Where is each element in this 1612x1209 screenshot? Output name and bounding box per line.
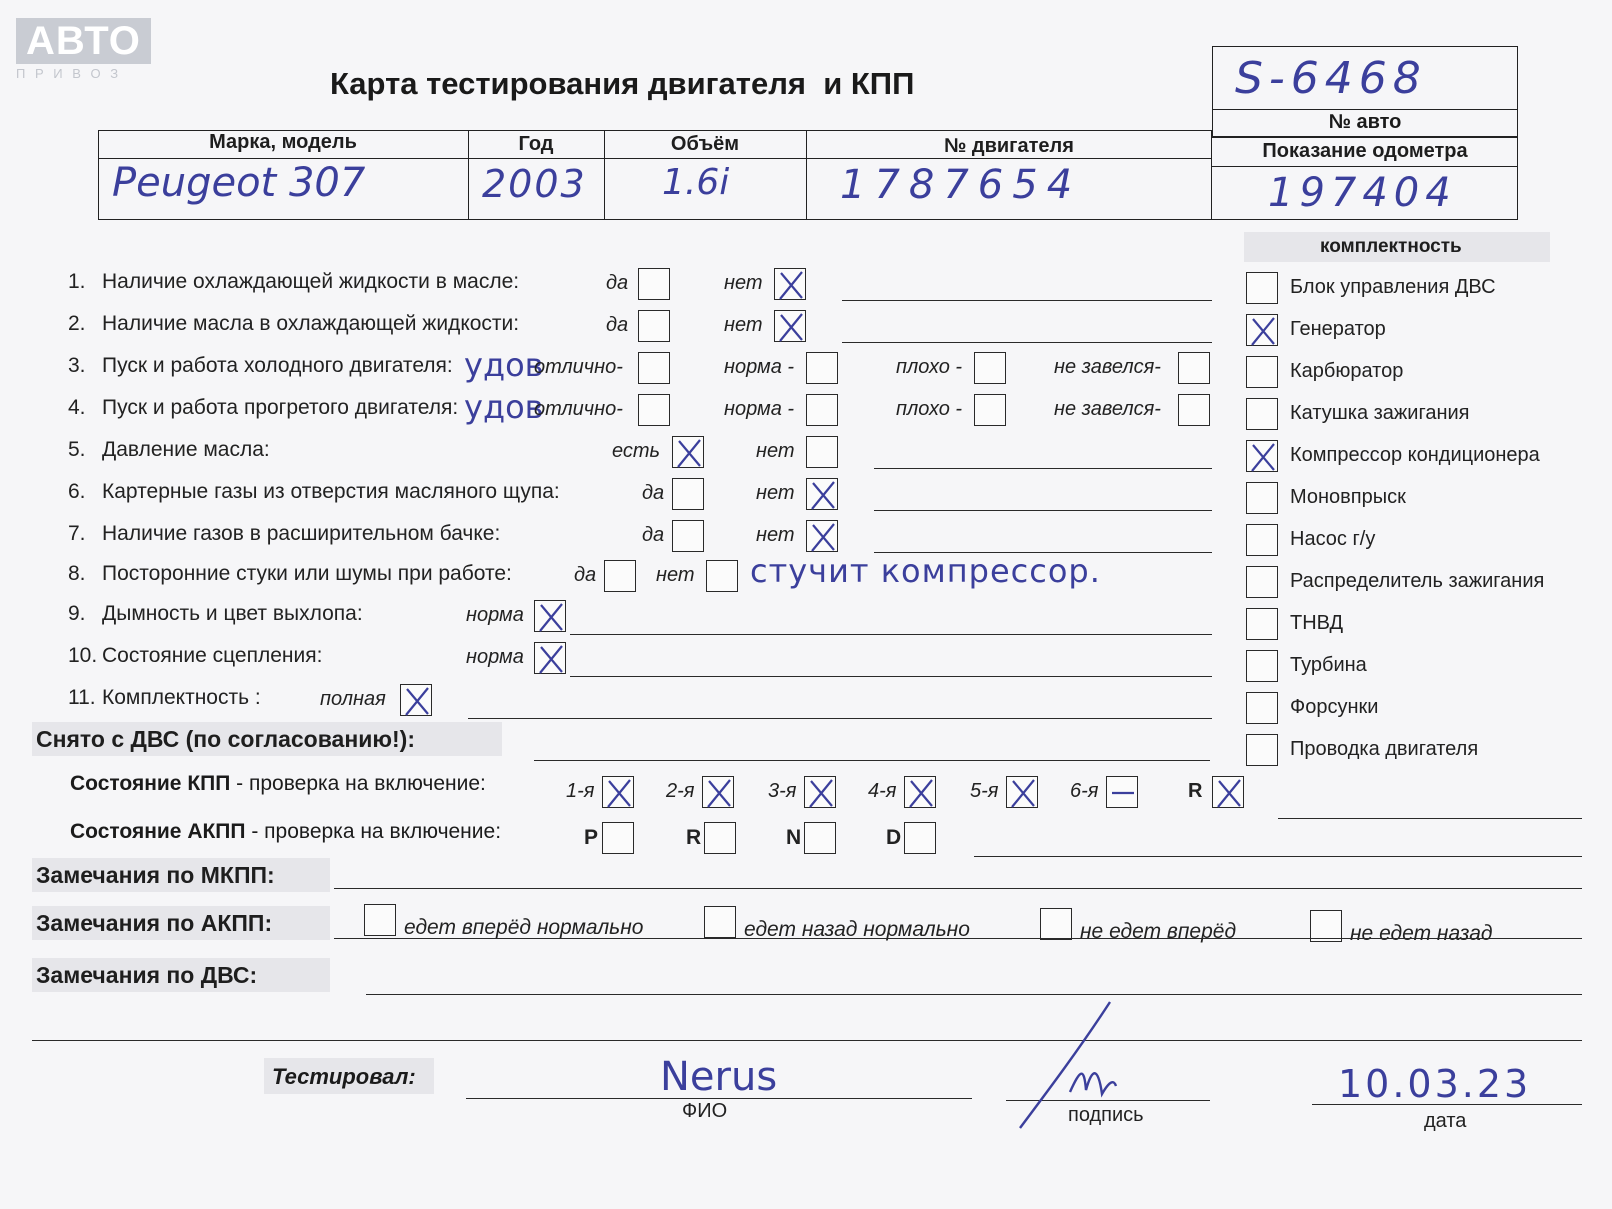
handwritten-note: стучит компрессор. xyxy=(750,552,1101,590)
kit-item-label: Катушка зажигания xyxy=(1290,402,1470,424)
answer-checkbox[interactable] xyxy=(534,642,566,674)
option-label: полная xyxy=(320,688,386,710)
gear-label: 3-я xyxy=(768,780,797,802)
question-number: 10. xyxy=(68,644,98,667)
question-text: Пуск и работа прогретого двигателя: xyxy=(102,396,459,419)
answer-no-checkbox[interactable] xyxy=(774,310,806,342)
answer-no-checkbox[interactable] xyxy=(706,560,738,592)
answer-yes-checkbox[interactable] xyxy=(672,478,704,510)
col-year: Год xyxy=(518,133,554,155)
kit-item-label: Компрессор кондиционера xyxy=(1290,444,1540,466)
akpp-remark-label: едет вперёд нормально xyxy=(404,916,644,939)
option-label: отлично- xyxy=(534,398,623,420)
date-label: дата xyxy=(1424,1110,1467,1132)
question-number: 8. xyxy=(68,562,86,585)
value-model: Peugeot 307 xyxy=(112,160,366,206)
option-label: не завелся- xyxy=(1054,356,1161,378)
question-text: Наличие газов в расширительном бачке: xyxy=(102,522,501,545)
answer-checkbox[interactable] xyxy=(638,394,670,426)
akpp-remark-checkbox[interactable] xyxy=(704,906,736,938)
kit-item-checkbox[interactable] xyxy=(1246,398,1278,430)
remarks-akpp-label: Замечания по АКПП: xyxy=(36,910,273,936)
col-model: Марка, модель xyxy=(209,131,357,153)
option-label: нет xyxy=(724,272,763,294)
answer-yes-checkbox[interactable] xyxy=(638,310,670,342)
kit-item-checkbox[interactable] xyxy=(1246,650,1278,682)
gear-checkbox[interactable] xyxy=(702,776,734,808)
option-label: не завелся- xyxy=(1054,398,1161,420)
removed-label: Снято с ДВС (по согласованию!): xyxy=(36,726,415,752)
question-number: 9. xyxy=(68,602,86,625)
kit-item-label: Распределитель зажигания xyxy=(1290,570,1545,592)
gear-checkbox[interactable] xyxy=(804,776,836,808)
akpp-remark-label: едет назад нормально xyxy=(744,918,970,941)
option-label: нет xyxy=(656,564,695,586)
option-label: да xyxy=(606,314,629,336)
akpp-remark-label: не едет назад xyxy=(1350,922,1493,945)
option-label: норма xyxy=(466,604,524,626)
gear-checkbox[interactable] xyxy=(904,776,936,808)
sign-label: подпись xyxy=(1068,1104,1144,1126)
gear-checkbox[interactable] xyxy=(1106,776,1138,808)
value-volume: 1.6i xyxy=(662,162,730,203)
kit-item-label: Турбина xyxy=(1290,654,1367,676)
akpp-remark-checkbox[interactable] xyxy=(1040,908,1072,940)
question-text: Пуск и работа холодного двигателя: xyxy=(102,354,453,377)
answer-checkbox[interactable] xyxy=(806,394,838,426)
akpp-remark-label: не едет вперёд xyxy=(1080,920,1237,943)
gear-label: 6-я xyxy=(1070,780,1099,802)
kit-item-checkbox[interactable] xyxy=(1246,356,1278,388)
question-text: Состояние сцепления: xyxy=(102,644,323,667)
col-volume: Объём xyxy=(670,133,740,155)
kit-item-label: ТНВД xyxy=(1290,612,1344,634)
akpp-label xyxy=(70,820,501,844)
kit-item-label: Карбюратор xyxy=(1290,360,1404,382)
kit-item-checkbox[interactable] xyxy=(1246,734,1278,766)
option-label: да xyxy=(642,524,665,546)
kit-item-label: Форсунки xyxy=(1290,696,1379,718)
kit-item-checkbox[interactable] xyxy=(1246,482,1278,514)
kit-item-checkbox[interactable] xyxy=(1246,608,1278,640)
date-value: 10.03.23 xyxy=(1338,1062,1532,1106)
kpp-label xyxy=(70,772,486,796)
answer-checkbox[interactable] xyxy=(974,394,1006,426)
answer-checkbox[interactable] xyxy=(534,600,566,632)
value-year: 2003 xyxy=(482,162,587,206)
akpp-mode-checkbox[interactable] xyxy=(704,822,736,854)
akpp-mode-label: D xyxy=(886,826,902,849)
option-label: да xyxy=(606,272,629,294)
answer-yes-checkbox[interactable] xyxy=(604,560,636,592)
value-odometer: 197404 xyxy=(1268,170,1457,216)
car-number-label: № авто xyxy=(1328,111,1402,133)
answer-no-checkbox[interactable] xyxy=(806,520,838,552)
kit-item-label: Насос г/у xyxy=(1290,528,1376,550)
question-number: 11. xyxy=(68,686,96,709)
kit-item-checkbox[interactable] xyxy=(1246,692,1278,724)
kit-item-checkbox[interactable] xyxy=(1246,524,1278,556)
question-number: 3. xyxy=(68,354,86,377)
kit-item-label: Блок управления ДВС xyxy=(1290,276,1496,298)
car-number-value: S-6468 xyxy=(1235,53,1427,104)
logo xyxy=(16,18,151,81)
car-number-box xyxy=(1212,46,1518,138)
value-engine-no: 1787654 xyxy=(840,162,1082,208)
akpp-mode-checkbox[interactable] xyxy=(602,822,634,854)
gear-checkbox[interactable] xyxy=(1006,776,1038,808)
question-number: 4. xyxy=(68,396,86,419)
kit-item-checkbox[interactable] xyxy=(1246,272,1278,304)
page-title: Карта тестирования двигателя и КПП xyxy=(330,66,915,101)
question-text: Комплектность : xyxy=(102,686,261,709)
gear-label: 4-я xyxy=(868,780,897,802)
option-label: норма - xyxy=(724,398,795,420)
option-label: плохо - xyxy=(896,398,963,420)
col-engine-no: № двигателя xyxy=(944,135,1074,157)
option-label: норма - xyxy=(724,356,795,378)
option-label: плохо - xyxy=(896,356,963,378)
handwritten-note: удов xyxy=(464,388,544,426)
tester-name: Nerus xyxy=(660,1054,778,1100)
akpp-mode-label: R xyxy=(686,826,702,849)
akpp-label-rest: - проверка на включение: xyxy=(245,820,502,843)
answer-checkbox[interactable] xyxy=(806,352,838,384)
question-text: Посторонние стуки или шумы при работе: xyxy=(102,562,512,585)
answer-yes-checkbox[interactable] xyxy=(672,436,704,468)
question-text: Картерные газы из отверстия масляного щупа: xyxy=(102,480,560,503)
gear-label: R xyxy=(1188,780,1203,802)
akpp-mode-checkbox[interactable] xyxy=(804,822,836,854)
answer-yes-checkbox[interactable] xyxy=(638,268,670,300)
question-text: Давление масла: xyxy=(102,438,270,461)
logo-sub: П Р И В О З xyxy=(16,66,122,81)
option-label: нет xyxy=(756,440,795,462)
kit-item-label: Генератор xyxy=(1290,318,1386,340)
remarks-dvs-label: Замечания по ДВС: xyxy=(36,962,258,988)
kpp-label-bold: Состояние КПП xyxy=(70,772,231,795)
option-label: норма xyxy=(466,646,524,668)
answer-no-checkbox[interactable] xyxy=(774,268,806,300)
question-text: Наличие масла в охлаждающей жидкости: xyxy=(102,312,520,335)
kit-item-checkbox[interactable] xyxy=(1246,440,1278,472)
gear-checkbox[interactable] xyxy=(1212,776,1244,808)
option-label: да xyxy=(642,482,665,504)
col-odometer: Показание одометра xyxy=(1262,140,1468,162)
option-label: нет xyxy=(756,482,795,504)
tested-label: Тестировал: xyxy=(272,1064,416,1089)
question-number: 5. xyxy=(68,438,86,461)
answer-checkbox[interactable] xyxy=(400,684,432,716)
gear-label: 1-я xyxy=(566,780,595,802)
answer-yes-checkbox[interactable] xyxy=(672,520,704,552)
akpp-remark-checkbox[interactable] xyxy=(364,904,396,936)
kit-item-checkbox[interactable] xyxy=(1246,314,1278,346)
question-number: 1. xyxy=(68,270,86,293)
gear-checkbox[interactable] xyxy=(602,776,634,808)
akpp-mode-label: P xyxy=(584,826,599,849)
kit-title: комплектность xyxy=(1320,236,1462,257)
akpp-label-bold: Состояние АКПП xyxy=(70,820,246,843)
answer-checkbox[interactable] xyxy=(1178,352,1210,384)
kpp-label-rest: - проверка на включение: xyxy=(230,772,486,795)
remarks-mkpp-label: Замечания по МКПП: xyxy=(36,862,275,888)
option-label: нет xyxy=(724,314,763,336)
kit-item-label: Моновпрыск xyxy=(1290,486,1406,508)
answer-no-checkbox[interactable] xyxy=(806,478,838,510)
akpp-mode-label: N xyxy=(786,826,802,849)
question-number: 7. xyxy=(68,522,86,545)
option-label: отлично- xyxy=(534,356,623,378)
answer-no-checkbox[interactable] xyxy=(806,436,838,468)
answer-checkbox[interactable] xyxy=(638,352,670,384)
kit-item-label: Проводка двигателя xyxy=(1290,738,1479,760)
name-label: ФИО xyxy=(682,1100,728,1122)
kit-item-checkbox[interactable] xyxy=(1246,566,1278,598)
logo-main: АВТО xyxy=(16,18,151,64)
answer-checkbox[interactable] xyxy=(974,352,1006,384)
option-label: нет xyxy=(756,524,795,546)
akpp-mode-checkbox[interactable] xyxy=(904,822,936,854)
gear-label: 2-я xyxy=(666,780,695,802)
question-text: Наличие охлаждающей жидкости в масле: xyxy=(102,270,520,293)
question-number: 6. xyxy=(68,480,86,503)
gear-label: 5-я xyxy=(970,780,999,802)
handwritten-note: удов xyxy=(464,346,544,384)
vehicle-table xyxy=(98,130,1518,220)
option-label: есть xyxy=(612,440,661,462)
question-number: 2. xyxy=(68,312,86,335)
question-text: Дымность и цвет выхлопа: xyxy=(102,602,363,625)
option-label: да xyxy=(574,564,597,586)
answer-checkbox[interactable] xyxy=(1178,394,1210,426)
